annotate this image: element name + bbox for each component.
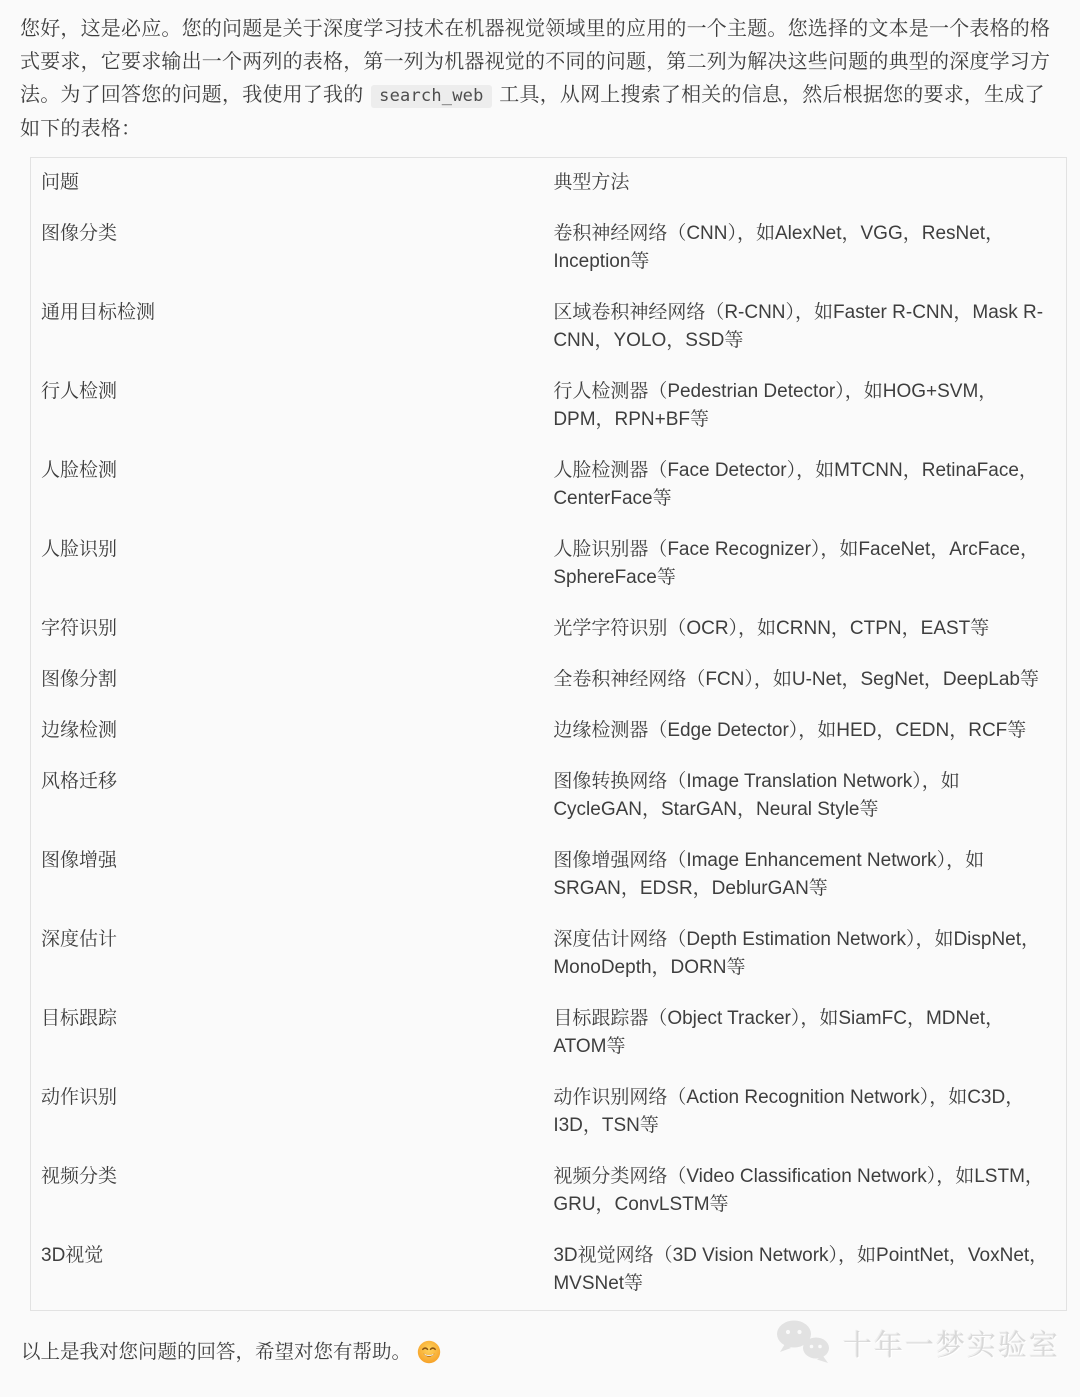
- column-header-problem: 问题: [41, 172, 80, 193]
- problem-cell: 行人检测: [41, 381, 118, 402]
- problem-cell: 通用目标检测: [41, 302, 156, 323]
- table-row: [31, 994, 1067, 1073]
- method-cell: 3D视觉网络（3D Vision Network），如PointNet，VoxNet，MVSNet等: [553, 1245, 1049, 1294]
- table-row: [31, 604, 1067, 655]
- method-cell: 行人检测器（Pedestrian Detector），如HOG+SVM，DPM，RPN+BF等: [553, 381, 998, 430]
- table-row: [31, 655, 1067, 706]
- table-row: [31, 1152, 1067, 1231]
- method-cell: 边缘检测器（Edge Detector），如HED，CEDN，RCF等: [553, 720, 1027, 741]
- problem-cell: 深度估计: [41, 929, 118, 950]
- table-row: [31, 209, 1067, 288]
- table-row: [31, 706, 1067, 757]
- intro-text-before: 您好，这是必应。您的问题是关于深度学习技术在机器视觉领域里的应用的一个主题。您选择的文本是一个表格的格式要求，它要求输出一个两列的表格，第一列为机器视觉的不同的问题，第二列为解决这些问题的典型的深度学习方法。为了回答您的问题，我使用了我的: [20, 18, 1051, 106]
- method-cell: 人脸检测器（Face Detector），如MTCNN，RetinaFace，CenterFace等: [553, 460, 1038, 509]
- intro-paragraph: [20, 13, 1056, 146]
- table-row: [31, 915, 1067, 994]
- method-cell: 全卷积神经网络（FCN），如U-Net，SegNet，DeepLab等: [553, 669, 1039, 690]
- problem-cell: 目标跟踪: [41, 1008, 118, 1029]
- column-header-method: 典型方法: [553, 172, 630, 193]
- problem-cell: 风格迁移: [41, 771, 118, 792]
- closing-line: [21, 1336, 1056, 1365]
- problem-cell: 视频分类: [41, 1166, 118, 1187]
- method-cell: 卷积神经网络（CNN），如AlexNet，VGG，ResNet，Inception等: [553, 223, 1005, 272]
- table-row: [31, 288, 1067, 367]
- method-cell: 区域卷积神经网络（R-CNN），如Faster R-CNN，Mask R-CNN，YOLO，SSD等: [553, 302, 1044, 351]
- table-row: [31, 446, 1067, 525]
- smiling-face-emoji: [416, 1339, 442, 1365]
- table-row: [31, 836, 1067, 915]
- problem-cell: 人脸检测: [41, 460, 118, 481]
- table-header-row: [31, 158, 1067, 210]
- table-row: [31, 757, 1067, 836]
- method-cell: 深度估计网络（Depth Estimation Network），如DispNet，MonoDepth，DORN等: [553, 929, 1041, 978]
- cv-methods-table: [30, 157, 1067, 1311]
- method-cell: 人脸识别器（Face Recognizer），如FaceNet，ArcFace，SphereFace等: [553, 539, 1039, 588]
- problem-cell: 字符识别: [41, 618, 118, 639]
- problem-cell: 图像分类: [41, 223, 118, 244]
- intro-text-after: 工具，从网上搜索了相关的信息，然后根据您的要求，生成了如下的表格：: [20, 84, 1045, 140]
- method-cell: 图像转换网络（Image Translation Network），如CycleGAN，StarGAN，Neural Style等: [553, 771, 960, 820]
- search-web-code-chip: search_web: [371, 85, 491, 108]
- method-cell: 视频分类网络（Video Classification Network），如LSTM，GRU，ConvLSTM等: [553, 1166, 1044, 1215]
- table-row: [31, 525, 1067, 604]
- method-cell: 光学字符识别（OCR），如CRNN，CTPN，EAST等: [553, 618, 990, 639]
- method-cell: 图像增强网络（Image Enhancement Network），如SRGAN，EDSR，DeblurGAN等: [553, 850, 985, 899]
- table-row: [31, 1073, 1067, 1152]
- table-row: [31, 367, 1067, 446]
- method-cell: 动作识别网络（Action Recognition Network），如C3D，I3D，TSN等: [553, 1087, 1025, 1136]
- problem-cell: 人脸识别: [41, 539, 118, 560]
- problem-cell: 3D视觉: [41, 1245, 104, 1266]
- problem-cell: 图像分割: [41, 669, 118, 690]
- problem-cell: 动作识别: [41, 1087, 118, 1108]
- table-row: [31, 1231, 1067, 1311]
- problem-cell: 图像增强: [41, 850, 118, 871]
- closing-text: 以上是我对您问题的回答，希望对您有帮助。: [21, 1341, 412, 1363]
- watermark-text: 十年一梦实验室: [842, 1329, 1060, 1362]
- problem-cell: 边缘检测: [41, 720, 118, 741]
- method-cell: 目标跟踪器（Object Tracker），如SiamFC，MDNet，ATOM等: [553, 1008, 1005, 1057]
